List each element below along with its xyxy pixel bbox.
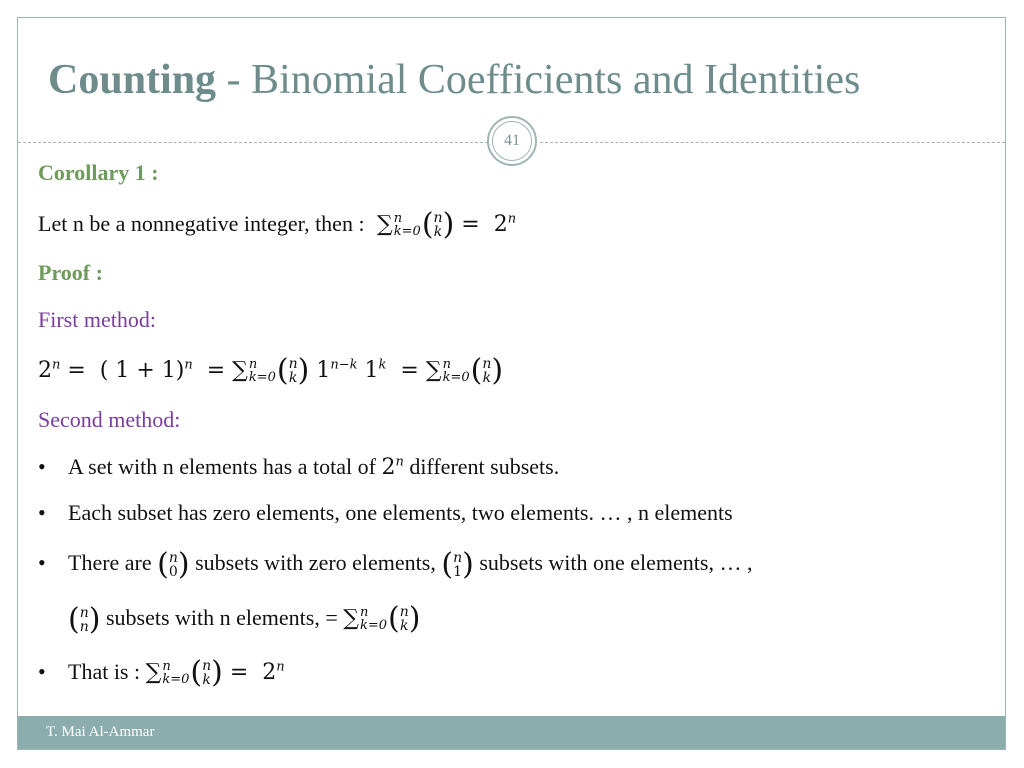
title-divider-right (540, 142, 1005, 143)
corollary-label: Corollary 1 : (38, 160, 159, 185)
bullet-3-continuation-text: subsets with n elements, = (105, 605, 338, 630)
second-method-label: Second method: (38, 407, 181, 432)
first-method-label: First method: (38, 307, 156, 332)
title-rest: - Binomial Coefficients and Identities (216, 57, 861, 103)
bullet-1-text-after: different subsets. (409, 454, 560, 479)
bullet-3-continuation: ( n n ) subsets with n elements, = ∑ n k=0 ( n k ) (68, 601, 421, 637)
page-number: 41 (492, 121, 532, 161)
statement-text: Let n be a nonnegative integer, then : (38, 211, 365, 236)
bullet-3-text-after: subsets with one elements, … , (479, 550, 753, 576)
title-bold: Counting (48, 57, 217, 103)
footer-author: T. Mai Al-Ammar (46, 724, 155, 740)
bullet-2: • Each subset has zero elements, one elements, two elements. … , n elements (38, 500, 733, 525)
bullet-1-text: A set with n elements has a total of (68, 454, 376, 479)
bullet-1: • A set with n elements has a total of 2$^n$ different subsets. (38, 454, 560, 480)
footer-bar (18, 716, 1005, 749)
bullet-4: • That is : ∑ n k=0 ( n k ) = 2$^n$ (38, 655, 285, 690)
statement-line (38, 207, 517, 242)
first-method-formula: $2^n$ = ( 1 + 1)$^n$ = ∑ n k=0 ( n k ) $1^{n-k}$ 1$^k$ = ∑ n k=0 ( n k ) (38, 353, 504, 388)
bullet-3: • There are ( n 0 ) subsets with zero elements, ( n 1 ) subsets with one elements, … , (38, 547, 753, 582)
bullet-3-text: There are (68, 550, 152, 576)
sum-formula: ∑ n k=0 ( n k ) = 2$^n$ (370, 207, 517, 242)
page-number-badge (487, 116, 537, 166)
bullet-3-text-mid: subsets with zero elements, (195, 550, 436, 576)
bullet-2-text: Each subset has zero elements, one elements, two elements. … , n elements (68, 500, 733, 525)
title-divider-left (18, 142, 488, 143)
proof-label: Proof : (38, 260, 103, 285)
slide-title (48, 56, 860, 104)
bullet-4-text: That is : (68, 659, 141, 684)
